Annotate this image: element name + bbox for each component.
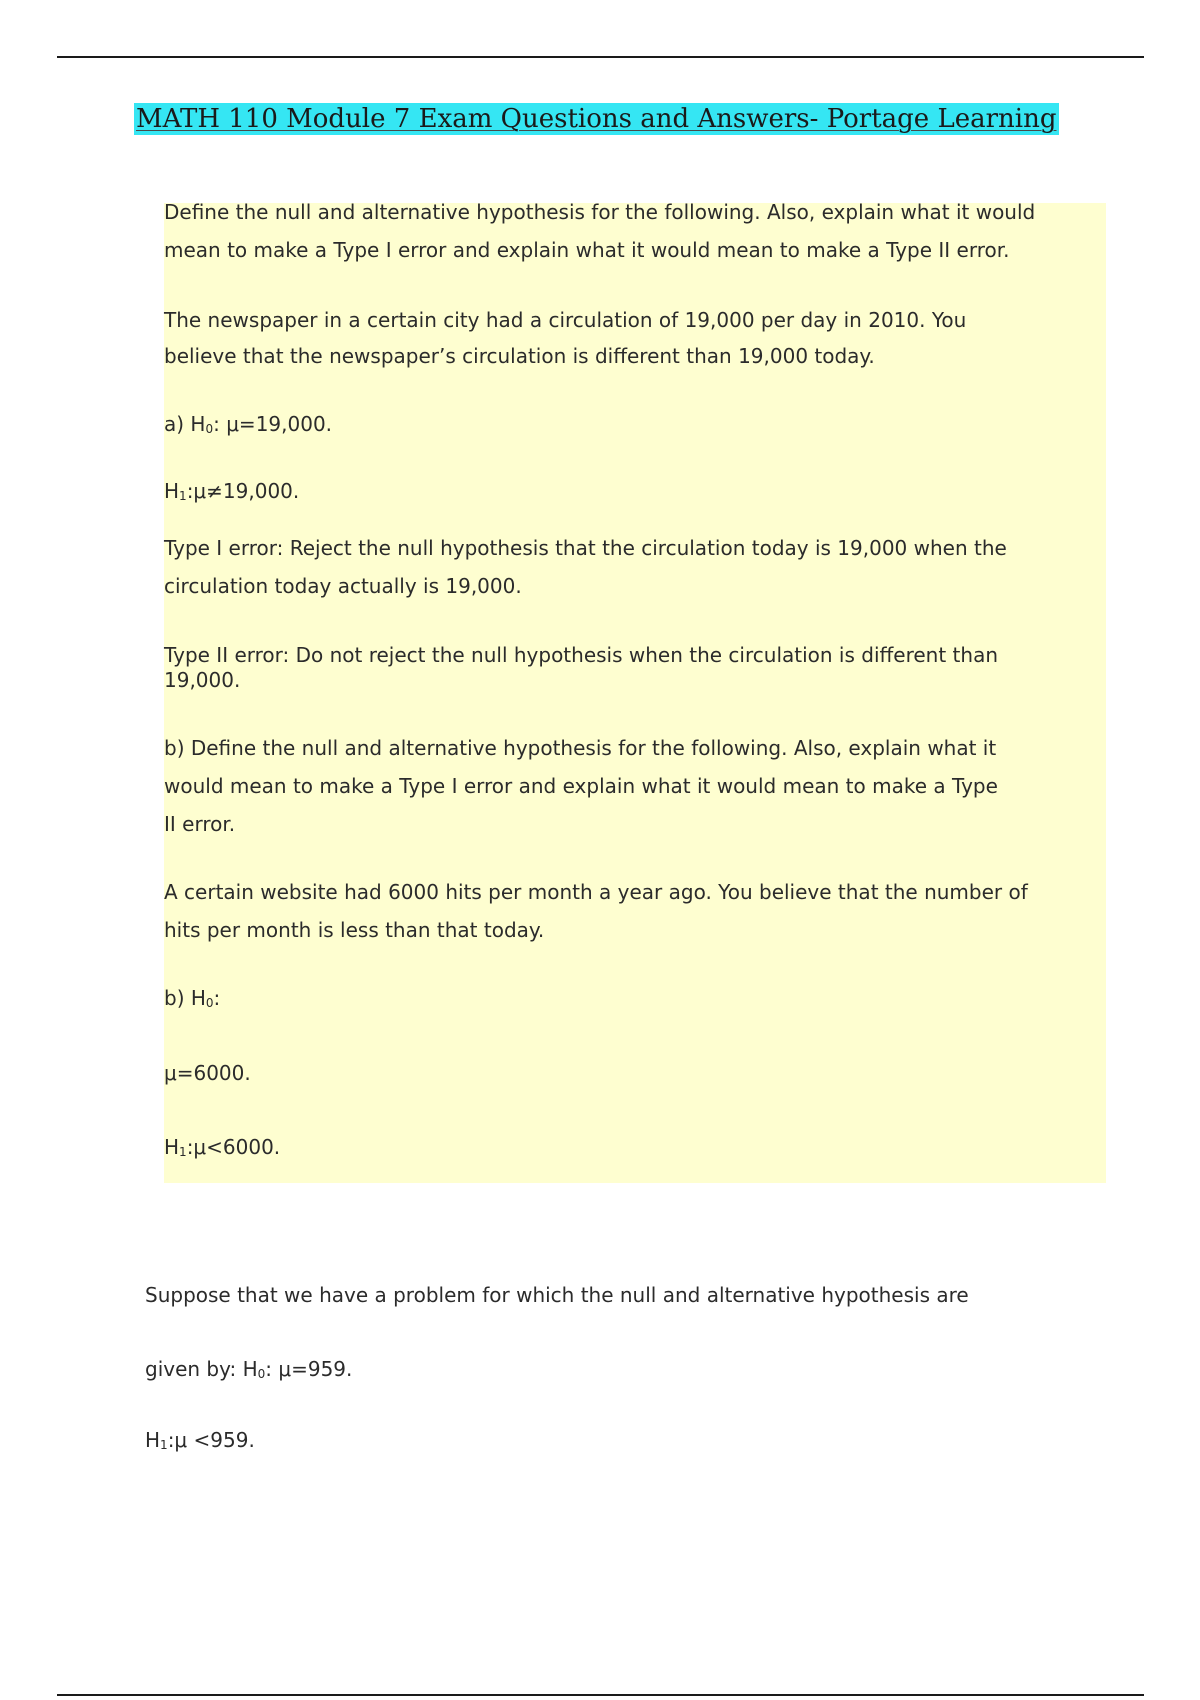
q1-scenario-line-2: believe that the newspaper’s circulation is different than 19,000 today. bbox=[164, 344, 875, 368]
q1-h0-prefix: a) H bbox=[164, 412, 206, 436]
q1-h1-statement: :μ≠19,000. bbox=[186, 479, 300, 503]
page-title: MATH 110 Module 7 Exam Questions and Answers- Portage Learning bbox=[136, 104, 1057, 134]
q3-intro: Suppose that we have a problem for which the null and alternative hypothesis are bbox=[145, 1283, 969, 1307]
q1-type1-line-1: Type I error: Reject the null hypothesis that the circulation today is 19,000 when the bbox=[164, 536, 1007, 560]
q1-null-hypothesis bbox=[164, 406, 332, 447]
q1-h1-prefix: H bbox=[164, 479, 180, 503]
q1-h0-subscript: 0 bbox=[205, 422, 214, 436]
bottom-rule bbox=[57, 1694, 1144, 1696]
q1-scenario-line-1: The newspaper in a certain city had a circulation of 19,000 per day in 2010. You bbox=[164, 308, 967, 332]
q3-given-prefix: given by: H bbox=[145, 1357, 258, 1381]
q2-h1-prefix: H bbox=[164, 1135, 180, 1159]
q3-h0-statement: : μ=959. bbox=[265, 1357, 353, 1381]
q2-h1-subscript: 1 bbox=[179, 1145, 187, 1159]
q2-h0-prefix: b) H bbox=[164, 986, 206, 1010]
top-rule bbox=[57, 56, 1144, 58]
q1-h0-statement: : μ=19,000. bbox=[213, 412, 333, 436]
q2-prompt-line-1: b) Define the null and alternative hypothesis for the following. Also, explain what it bbox=[164, 736, 997, 760]
q1-prompt-line-2: mean to make a Type I error and explain what it would mean to make a Type II error. bbox=[164, 238, 1010, 262]
q2-h1-statement: :μ<6000. bbox=[186, 1135, 281, 1159]
q2-prompt-line-2: would mean to make a Type I error and explain what it would mean to make a Type bbox=[164, 774, 998, 798]
q1-h1-subscript: 1 bbox=[179, 489, 187, 503]
q3-h0-subscript: 0 bbox=[257, 1367, 266, 1381]
q1-prompt-line-1: Define the null and alternative hypothesis for the following. Also, explain what it would bbox=[164, 200, 1036, 224]
q2-null-value: μ=6000. bbox=[164, 1061, 251, 1085]
q2-scenario-line-1: A certain website had 6000 hits per month a year ago. You believe that the number of bbox=[164, 880, 1028, 904]
q1-type2-line-1: Type II error: Do not reject the null hypothesis when the circulation is different than bbox=[164, 643, 999, 667]
q2-scenario-line-2: hits per month is less than that today. bbox=[164, 918, 545, 942]
q2-h0-subscript: 0 bbox=[205, 996, 214, 1010]
q2-null-hypothesis bbox=[164, 980, 220, 1021]
q2-prompt-line-3: II error. bbox=[164, 812, 236, 836]
q3-h1-prefix: H bbox=[145, 1428, 161, 1452]
q3-null-hypothesis bbox=[145, 1351, 352, 1392]
q3-h1-statement: :μ <959. bbox=[167, 1428, 255, 1452]
q1-type1-line-2: circulation today actually is 19,000. bbox=[164, 574, 522, 598]
q3-h1-subscript: 1 bbox=[160, 1438, 168, 1452]
q2-alt-hypothesis bbox=[164, 1129, 280, 1170]
q1-alt-hypothesis bbox=[164, 473, 299, 514]
q2-h0-colon: : bbox=[213, 986, 221, 1010]
q3-alt-hypothesis bbox=[145, 1422, 255, 1463]
q1-type2-line-2: 19,000. bbox=[164, 668, 241, 692]
